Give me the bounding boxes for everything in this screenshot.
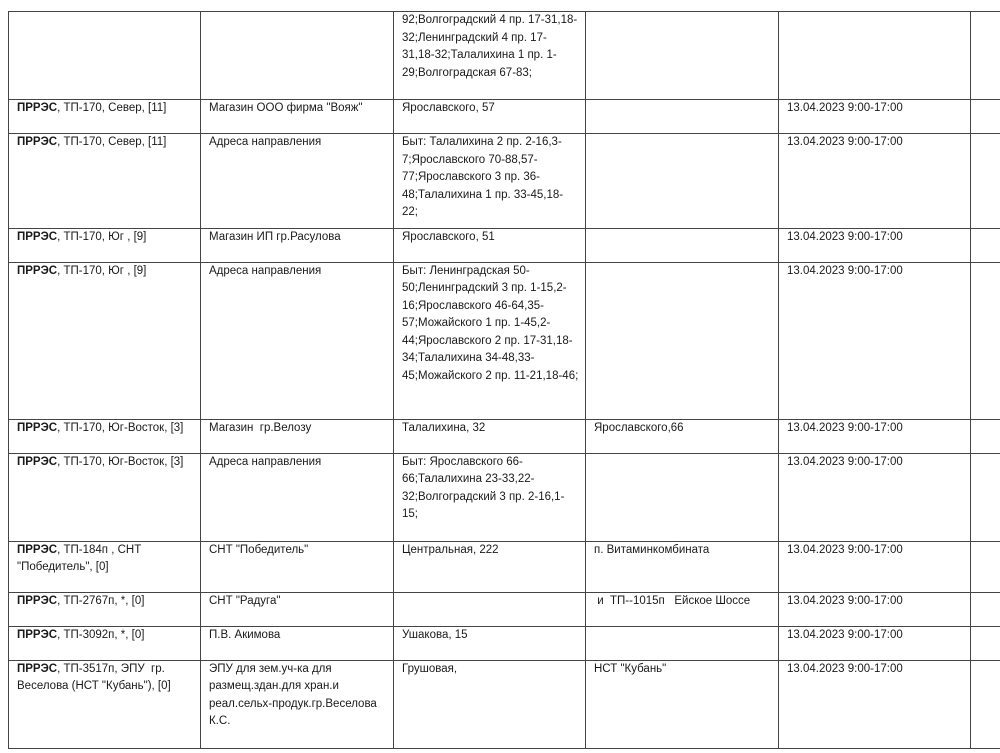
grid-cell-org: ПРРЭС, ТП-170, Юг-Восток, [3] — [9, 419, 201, 453]
grid-cell-address: Быт: Талалихина 2 пр. 2-16,3-7;Ярославского 70-88,57-77;Ярославского 3 пр. 36-48;Талалихина 1 пр. 33-45,18-22; — [394, 134, 586, 229]
table-row — [9, 453, 1000, 541]
grid-cell-time: 13.04.2023 9:00-17:00 — [779, 228, 971, 262]
grid-cell-address: Ярославского, 51 — [394, 228, 586, 262]
grid-cell-extra — [586, 100, 779, 134]
grid-cell-blank — [971, 660, 1000, 748]
grid-cell-object: Адреса направления — [201, 453, 394, 541]
table-row — [9, 12, 1000, 100]
grid-cell-object — [201, 12, 394, 100]
grid-cell-extra — [586, 262, 779, 419]
grid-cell-object: СНТ "Победитель" — [201, 541, 394, 592]
grid-cell-org: ПРРЭС, ТП-170, Север, [11] — [9, 134, 201, 229]
grid-cell-object: Магазин ИП гр.Расулова — [201, 228, 394, 262]
table-row — [9, 419, 1000, 453]
grid-cell-blank — [971, 262, 1000, 419]
grid-cell-blank — [971, 592, 1000, 626]
table-row — [9, 660, 1000, 748]
grid-cell-extra — [586, 228, 779, 262]
grid-cell-object: Магазин гр.Велозу — [201, 419, 394, 453]
grid-cell-address: Быт: Ленинградская 50-50;Ленинградский 3 пр. 1-15,2-16;Ярославского 46-64,35-57;Можайского 1 пр. 1-45,2-44;Ярославского 2 пр. 17-31,18-34;Талалихина 34-48,33-45;Можайского 2 пр. 11-21,18-46; — [394, 262, 586, 419]
table-row — [9, 262, 1000, 419]
grid-cell-blank — [971, 100, 1000, 134]
grid-cell-extra: НСТ "Кубань" — [586, 660, 779, 748]
grid-cell-blank — [971, 12, 1000, 100]
grid-cell-time: 13.04.2023 9:00-17:00 — [779, 262, 971, 419]
grid-cell-time: 13.04.2023 9:00-17:00 — [779, 134, 971, 229]
grid-cell-extra: Ярославского,66 — [586, 419, 779, 453]
grid-cell-time: 13.04.2023 9:00-17:00 — [779, 541, 971, 592]
grid-cell-address — [394, 592, 586, 626]
grid-cell-object: Адреса направления — [201, 134, 394, 229]
grid-cell-time: 13.04.2023 9:00-17:00 — [779, 592, 971, 626]
grid-cell-time: 13.04.2023 9:00-17:00 — [779, 100, 971, 134]
grid-cell-blank — [971, 228, 1000, 262]
grid-cell-org: ПРРЭС, ТП-170, Юг , [9] — [9, 262, 201, 419]
grid-cell-address: Талалихина, 32 — [394, 419, 586, 453]
grid-cell-extra — [586, 134, 779, 229]
grid-cell-org: ПРРЭС, ТП-170, Юг-Восток, [3] — [9, 453, 201, 541]
grid-cell-org: ПРРЭС, ТП-3092п, *, [0] — [9, 626, 201, 660]
grid-cell-org — [9, 12, 201, 100]
grid-cell-extra: и ТП--1015п Ейское Шоссе — [586, 592, 779, 626]
grid-cell-address: Ушакова, 15 — [394, 626, 586, 660]
grid-cell-org: ПРРЭС, ТП-170, Север, [11] — [9, 100, 201, 134]
grid-cell-object: СНТ "Радуга" — [201, 592, 394, 626]
grid-cell-extra — [586, 12, 779, 100]
grid-cell-address: Быт: Ярославского 66-66;Талалихина 23-33,22-32;Волгоградский 3 пр. 2-16,1-15; — [394, 453, 586, 541]
grid-cell-blank — [971, 541, 1000, 592]
table-row — [9, 228, 1000, 262]
grid-cell-time — [779, 12, 971, 100]
grid-cell-object: ЭПУ для зем.уч-ка для размещ.здан.для хран.и реал.сельх-продук.гр.Веселова К.С. — [201, 660, 394, 748]
grid-cell-object: Адреса направления — [201, 262, 394, 419]
grid-cell-time: 13.04.2023 9:00-17:00 — [779, 453, 971, 541]
grid-cell-extra — [586, 626, 779, 660]
grid-cell-blank — [971, 626, 1000, 660]
grid-cell-address: Центральная, 222 — [394, 541, 586, 592]
grid-cell-time: 13.04.2023 9:00-17:00 — [779, 626, 971, 660]
grid-cell-address: Грушовая, — [394, 660, 586, 748]
table-row — [9, 626, 1000, 660]
table-row — [9, 134, 1000, 229]
grid-cell-time: 13.04.2023 9:00-17:00 — [779, 419, 971, 453]
grid-cell-object: П.В. Акимова — [201, 626, 394, 660]
grid-cell-blank — [971, 134, 1000, 229]
grid-cell-extra — [586, 453, 779, 541]
grid-cell-address: Ярославского, 57 — [394, 100, 586, 134]
grid-cell-object: Магазин ООО фирма "Вояж" — [201, 100, 394, 134]
table-row — [9, 541, 1000, 592]
grid-cell-time: 13.04.2023 9:00-17:00 — [779, 660, 971, 748]
grid-cell-org: ПРРЭС, ТП-184п , СНТ "Победитель", [0] — [9, 541, 201, 592]
table-row — [9, 100, 1000, 134]
grid-cell-org: ПРРЭС, ТП-3517п, ЭПУ гр. Веселова (НСТ "Кубань"), [0] — [9, 660, 201, 748]
grid-cell-extra: п. Витаминкомбината — [586, 541, 779, 592]
grid-cell-blank — [971, 453, 1000, 541]
table-row — [9, 592, 1000, 626]
grid-cell-address: 92;Волгоградский 4 пр. 17-31,18-32;Ленинградский 4 пр. 17-31,18-32;Талалихина 1 пр. 1-29;Волгоградская 67-83; — [394, 12, 586, 100]
outage-table — [8, 11, 1000, 749]
grid-cell-org: ПРРЭС, ТП-2767п, *, [0] — [9, 592, 201, 626]
grid-cell-org: ПРРЭС, ТП-170, Юг , [9] — [9, 228, 201, 262]
grid-cell-blank — [971, 419, 1000, 453]
